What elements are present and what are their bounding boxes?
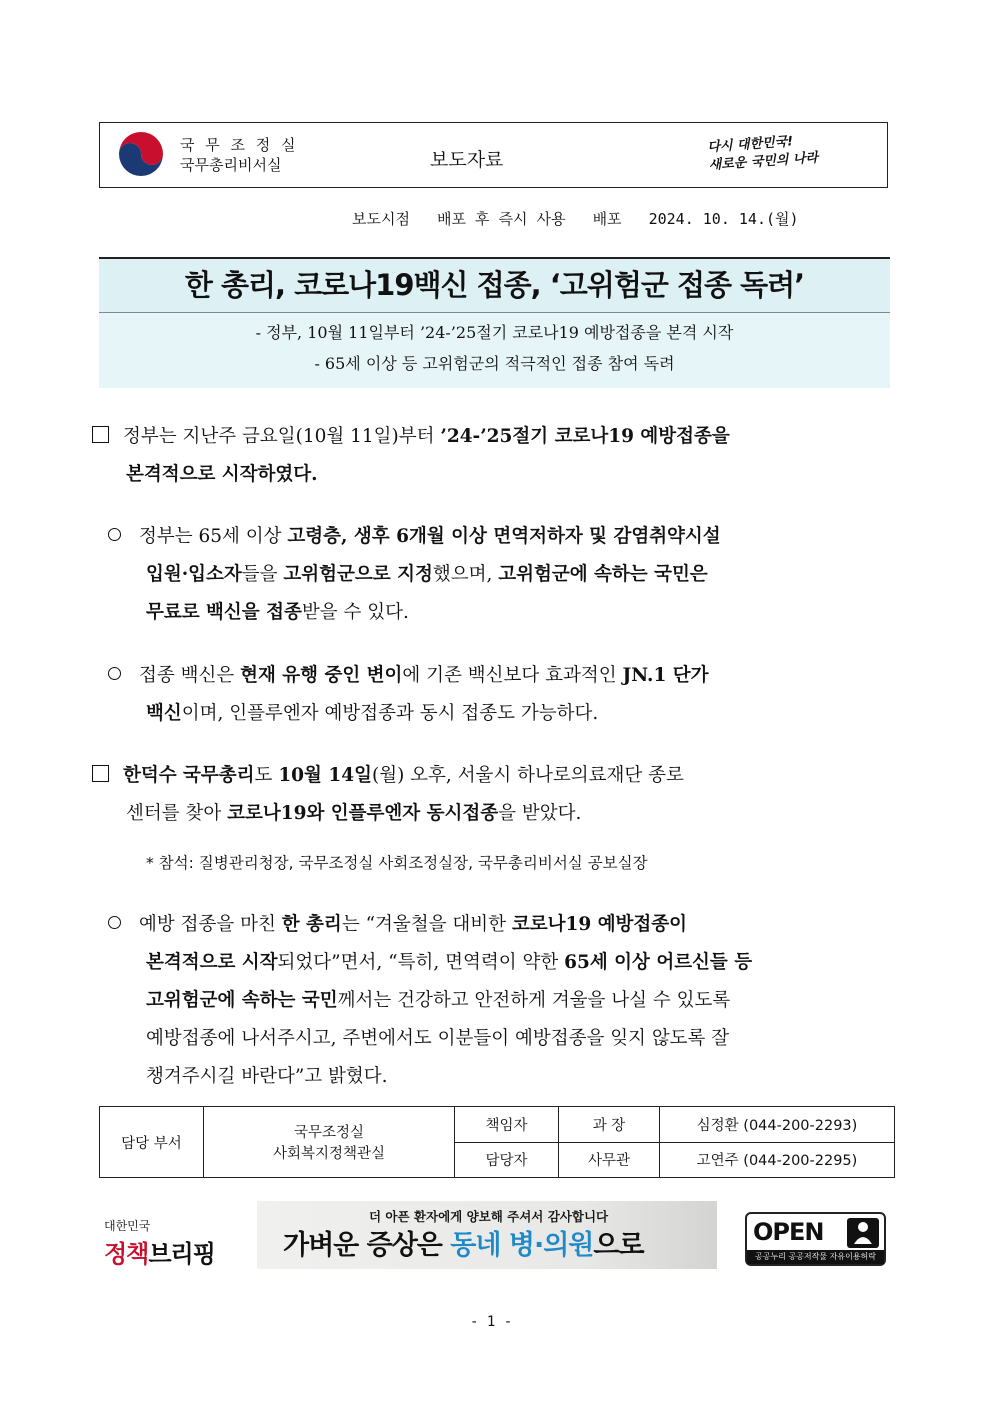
banner-top-text: 더 아픈 환자에게 양보해 주셔서 감사합니다 [369, 1209, 609, 1224]
b1-text-b: 고령층, 생후 6개월 이상 면역저하자 및 감염취약시설 [287, 526, 721, 547]
campaign-banner [257, 1201, 717, 1269]
slogan-line-1: 다시 대한민국! [706, 134, 794, 156]
b3-text-k: 챙겨주시길 바란다”고 밝혔다. [146, 1066, 388, 1087]
subtitle-2: - 65세 이상 등 고위험군의 적극적인 접종 참여 독려 [314, 354, 675, 373]
government-emblem-icon [116, 131, 166, 181]
b1-text-c: 입원·입소자 [146, 564, 242, 585]
paragraph-2 [92, 757, 900, 833]
bullet-1 [108, 518, 898, 632]
b3-text-b: 한 총리 [281, 914, 342, 935]
b2-text-b: 현재 유행 중인 변이 [240, 665, 403, 686]
distribution-label: 배포 [592, 210, 622, 228]
dept-label: 담당 부서 [100, 1107, 204, 1178]
open-word: OPEN [753, 1218, 824, 1246]
b3-text-i: 께서는 건강하고 안전하게 겨울을 나실 수 있도록 [337, 990, 731, 1011]
brand-part-b: 브리핑 [148, 1240, 215, 1268]
brand-part-a: 정책 [104, 1240, 149, 1268]
b2-text-c: 에 기존 백신보다 효과적인 [402, 665, 623, 686]
checkbox-square-icon [92, 426, 109, 443]
subtitle-1: - 정부, 10월 11일부터 ’24-’25절기 코로나19 예방접종을 본격 시작 [255, 323, 734, 342]
header-box [99, 122, 888, 188]
bullet-circle-icon [108, 667, 121, 680]
bullet-circle-icon [108, 916, 121, 929]
b1-text-g: 고위험군에 속하는 국민은 [498, 564, 708, 585]
b2-text-a: 접종 백신은 [139, 665, 241, 686]
brand-small: 대한민국 [104, 1219, 151, 1233]
b2-text-f: 이며, 인플루엔자 예방접종과 동시 접종도 가능하다. [181, 703, 599, 724]
b3-text-f: 되었다”면서, “특히, 면역력이 약한 [277, 952, 565, 973]
p2-text-a: 한덕수 국무총리 [123, 765, 255, 786]
p2-text-d: (월) 오후, 서울시 하나로의료재단 종로 [372, 765, 684, 786]
banner-text-a: 가벼운 증상은 [283, 1230, 451, 1261]
b1-text-f: 했으며, [432, 564, 499, 585]
bullet-circle-icon [108, 528, 121, 541]
kogl-open-badge [745, 1212, 886, 1266]
title-box [99, 257, 890, 385]
person-1: 심정환 (044-200-2293) [660, 1107, 895, 1143]
bullet-3 [108, 906, 898, 1096]
p1-text-c: 본격적으로 시작하였다. [126, 464, 318, 485]
title-1: 과 장 [559, 1107, 660, 1143]
b1-text-e: 고위험군으로 지정 [283, 564, 433, 585]
paragraph-1 [92, 418, 900, 494]
b1-text-d: 들을 [241, 564, 284, 585]
release-date: 2024. 10. 14.(월) [648, 210, 799, 228]
p1-text-b: ’24-’25절기 코로나19 예방접종을 [440, 426, 730, 447]
org-line-1: 국 무 조 정 실 [180, 136, 299, 154]
policy-briefing-logo [104, 1217, 215, 1269]
organization-name [180, 135, 299, 175]
role-2: 담당자 [455, 1142, 559, 1178]
b3-text-d: 코로나19 예방접종이 [511, 914, 688, 935]
b3-text-g: 65세 이상 어르신들 등 [564, 952, 753, 973]
p2-text-f: 코로나19와 인플루엔자 동시접종 [227, 803, 499, 824]
release-info [352, 208, 817, 229]
banner-main-text [283, 1223, 644, 1262]
release-label: 보도시점 [352, 210, 410, 228]
b2-text-e: 백신 [146, 703, 182, 724]
checkbox-square-icon [92, 765, 109, 782]
role-1: 책임자 [455, 1107, 559, 1143]
title-2: 사무관 [559, 1142, 660, 1178]
b1-text-a: 정부는 65세 이상 [139, 526, 288, 547]
dept-name-1: 국무조정실 [293, 1125, 365, 1141]
slogan-line-2: 새로운 국민의 나라 [708, 150, 819, 174]
b1-text-h: 무료로 백신을 접종 [146, 602, 302, 623]
dept-name-cell [204, 1107, 455, 1178]
attendee-note: * 참석: 질병관리청장, 국무조정실 사회조정실장, 국무총리비서실 공보실장 [146, 854, 648, 872]
subtitle-band [99, 313, 890, 388]
banner-text-b: 동네 병·의원 [450, 1230, 594, 1261]
attribution-person-icon [847, 1218, 879, 1248]
b1-text-i: 받을 수 있다. [301, 602, 409, 623]
p2-text-b: 도 [254, 765, 279, 786]
person-2: 고연주 (044-200-2295) [660, 1142, 895, 1178]
contact-table [99, 1106, 895, 1178]
release-timing: 배포 후 즉시 사용 [437, 210, 566, 228]
b3-text-j: 예방접종에 나서주시고, 주변에서도 이분들이 예방접종을 잊지 않도록 잘 [146, 1028, 730, 1049]
doc-type: 보도자료 [430, 149, 504, 171]
p2-text-e: 센터를 찾아 [126, 803, 228, 824]
p1-text-a: 정부는 지난주 금요일(10월 11일)부터 [123, 426, 441, 447]
b3-text-a: 예방 접종을 마친 [139, 914, 282, 935]
slogan [707, 131, 829, 175]
p2-text-g: 을 받았다. [498, 803, 582, 824]
org-line-2: 국무총리비서실 [180, 156, 282, 174]
open-caption: 공공누리 공공저작물 자유이용허락 [747, 1250, 884, 1264]
p2-text-c: 10월 14일 [278, 765, 372, 786]
page-number: - 1 - [470, 1314, 513, 1330]
b3-text-e: 본격적으로 시작 [146, 952, 278, 973]
b2-text-d: JN.1 단가 [622, 665, 709, 686]
dept-name-2: 사회복지정책관실 [272, 1146, 386, 1162]
b3-text-h: 고위험군에 속하는 국민 [146, 990, 338, 1011]
banner-text-c: 으로 [593, 1230, 644, 1261]
main-title: 한 총리, 코로나19백신 접종, ‘고위험군 접종 독려’ [99, 259, 890, 313]
b3-text-c: 는 “겨울철을 대비한 [341, 914, 512, 935]
bullet-2 [108, 657, 898, 733]
